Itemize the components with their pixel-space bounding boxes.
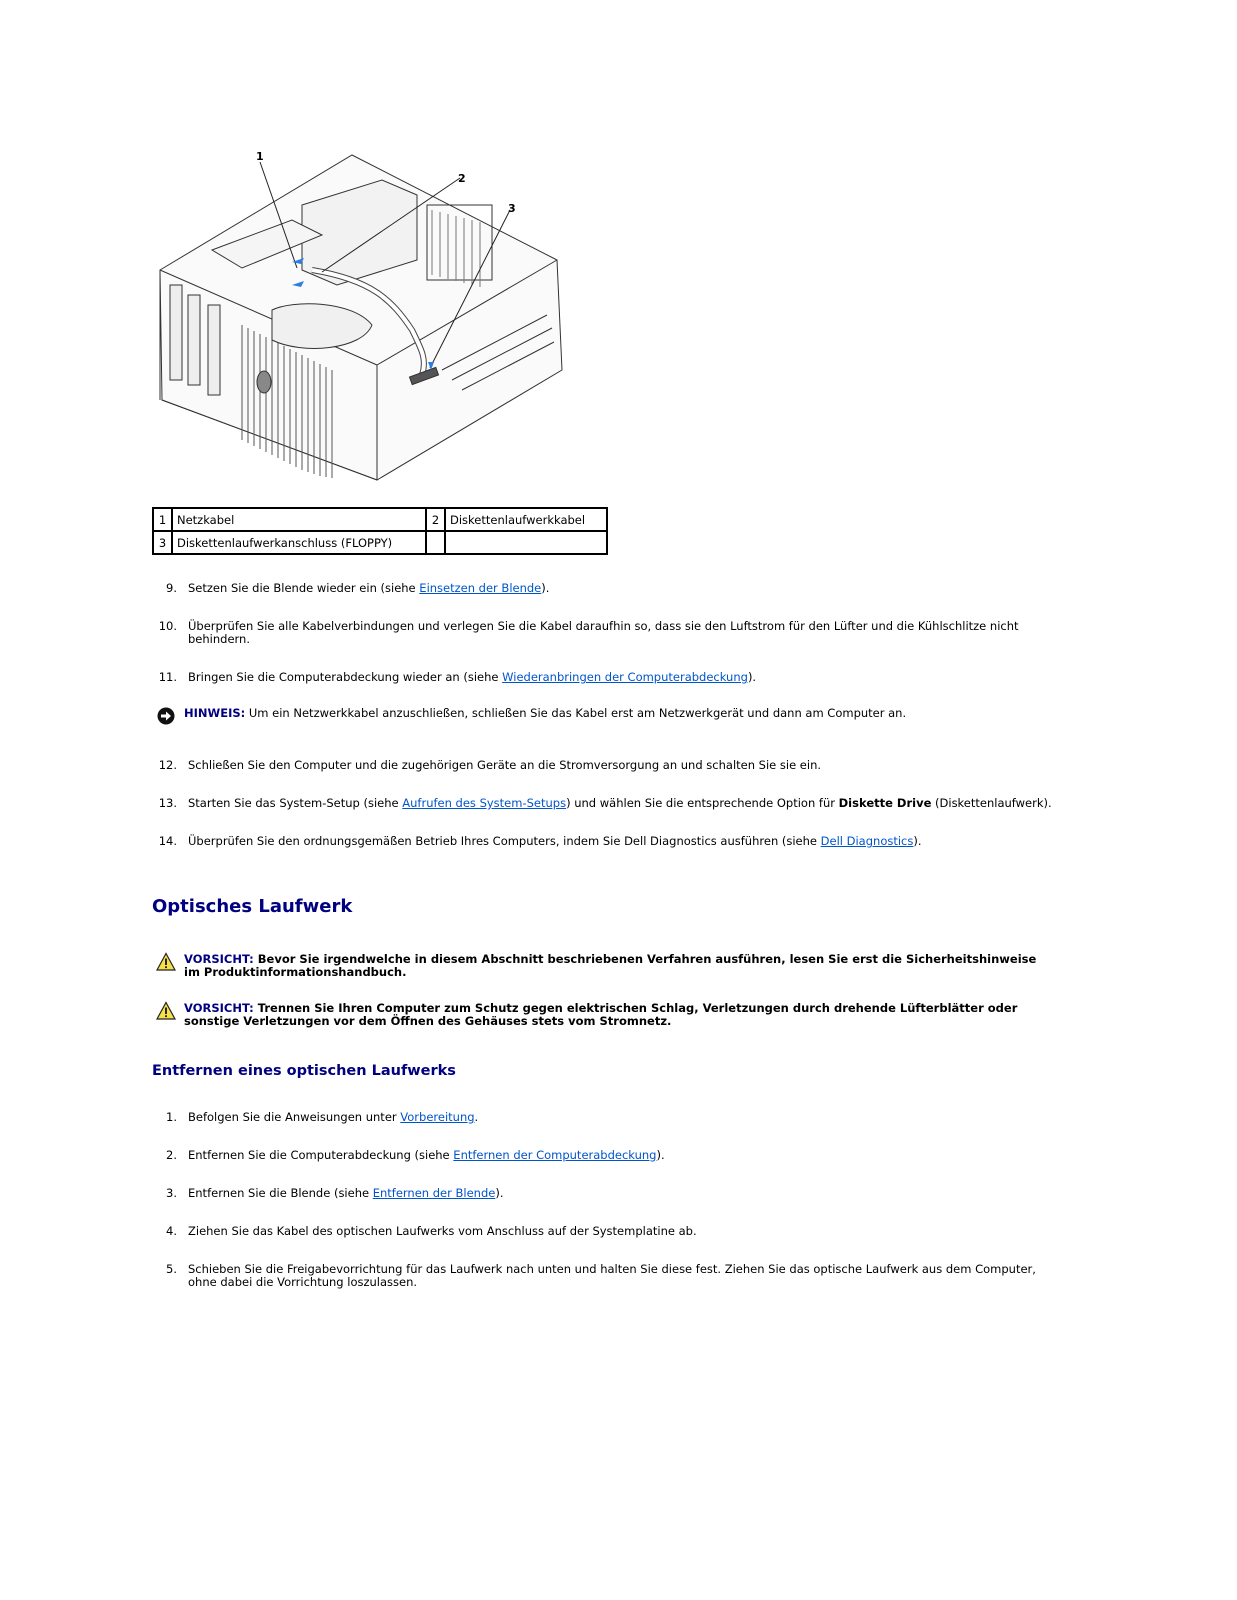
step-text-part: Entfernen Sie die Computerabdeckung (siehe <box>188 1148 454 1162</box>
callout-legend-table <box>152 507 608 555</box>
step-text-part: (Diskettenlaufwerk). <box>931 796 1052 810</box>
link-entfernen-der-computerabdeckung[interactable]: Entfernen der Computerabdeckung <box>453 1148 657 1162</box>
option-name: Diskette Drive <box>838 796 932 810</box>
step-number: 13. <box>158 796 177 810</box>
caution-text <box>184 953 1054 979</box>
step-number: 12. <box>158 758 177 772</box>
link-entfernen-der-blende[interactable]: Entfernen der Blende <box>372 1186 496 1200</box>
step-text: Ziehen Sie das Kabel des optischen Laufwerks vom Anschluss auf der Systemplatine ab. <box>188 1224 697 1238</box>
callout-3: 3 <box>508 202 516 215</box>
legend-number: 3 <box>153 531 172 554</box>
callout-1: 1 <box>256 150 264 163</box>
step-text-part: ). <box>541 581 550 595</box>
legend-label: Diskettenlaufwerkkabel <box>445 508 607 531</box>
warning-triangle-icon <box>156 952 176 972</box>
step-number: 1. <box>166 1110 177 1124</box>
legend-label: Netzkabel <box>172 508 426 531</box>
step-text: Schieben Sie die Freigabevorrichtung für das Laufwerk nach unten und halten Sie diese fest. Ziehen Sie das optische Laufwerk aus dem Computer, ohne dabei die Vorrichtung loszulassen. <box>188 1262 1036 1289</box>
caution-text <box>184 1002 1054 1028</box>
step-text: Schließen Sie den Computer und die zugehörigen Geräte an die Stromversorgung an und schalten Sie sie ein. <box>188 758 822 772</box>
step-text-part: ). <box>913 834 922 848</box>
step-text <box>188 671 1068 684</box>
notice-text <box>184 707 1054 720</box>
table-row <box>153 508 607 531</box>
step-number: 9. <box>166 581 177 595</box>
step-text-part: Starten Sie das System-Setup (siehe <box>188 796 403 810</box>
warning-triangle-icon <box>156 1001 176 1021</box>
step-text: Überprüfen Sie alle Kabelverbindungen und verlegen Sie die Kabel daraufhin so, dass sie den Luftstrom für den Lüfter und die Kühlschlitze nicht behindern. <box>188 619 1019 646</box>
step-number: 5. <box>166 1262 177 1276</box>
step-text <box>188 582 1068 595</box>
link-vorbereitung[interactable]: Vorbereitung <box>400 1110 475 1124</box>
link-aufrufen-des-system-setups[interactable]: Aufrufen des System-Setups <box>402 796 567 810</box>
step-number: 2. <box>166 1148 177 1162</box>
legend-label <box>445 531 607 554</box>
step-text <box>188 1187 1068 1200</box>
step-text-part: Überprüfen Sie den ordnungsgemäßen Betrieb Ihres Computers, indem Sie Dell Diagnostics ausführen (siehe <box>188 834 821 848</box>
step-number: 14. <box>158 834 177 848</box>
step-text-part: . <box>474 1110 479 1124</box>
legend-number: 1 <box>153 508 172 531</box>
section-title: Optisches Laufwerk <box>152 896 353 917</box>
notice-arrow-icon <box>156 706 176 726</box>
step-number: 11. <box>158 670 177 684</box>
caution-lead: VORSICHT: <box>184 952 254 966</box>
step-text <box>188 1111 1068 1124</box>
step-text-part: Bringen Sie die Computerabdeckung wieder an (siehe <box>188 670 503 684</box>
legend-number <box>426 531 445 554</box>
link-einsetzen-der-blende[interactable]: Einsetzen der Blende <box>419 581 542 595</box>
step-number: 10. <box>158 619 177 633</box>
caution-lead: VORSICHT: <box>184 1001 254 1015</box>
step-text <box>188 835 1068 848</box>
link-wiederanbringen-der-computerabdeckung[interactable]: Wiederanbringen der Computerabdeckung <box>502 670 748 684</box>
step-text <box>188 797 1068 810</box>
notice-body: Um ein Netzwerkkabel anzuschließen, schließen Sie das Kabel erst am Netzwerkgerät und dann am Computer an. <box>245 706 907 720</box>
legend-label: Diskettenlaufwerkanschluss (FLOPPY) <box>172 531 426 554</box>
step-text-part: ). <box>495 1186 504 1200</box>
step-text-part: ). <box>656 1148 665 1162</box>
table-row <box>153 531 607 554</box>
computer-chassis-drawing <box>152 150 572 485</box>
caution-body: Trennen Sie Ihren Computer zum Schutz gegen elektrischen Schlag, Verletzungen durch drehende Lüfterblätter oder sonstige Verletzungen vor dem Öffnen des Gehäuses stets vom Stromnetz. <box>184 1001 1018 1028</box>
link-dell-diagnostics[interactable]: Dell Diagnostics <box>820 834 914 848</box>
step-text-part: ). <box>747 670 757 684</box>
step-number: 4. <box>166 1224 177 1238</box>
legend-number: 2 <box>426 508 445 531</box>
computer-interior-illustration <box>152 150 572 485</box>
subsection-title: Entfernen eines optischen Laufwerks <box>152 1063 456 1079</box>
step-text-part: ) und wählen Sie die entsprechende Option für <box>566 796 839 810</box>
step-text-part: Befolgen Sie die Anweisungen unter <box>188 1110 401 1124</box>
caution-body: Bevor Sie irgendwelche in diesem Abschnitt beschriebenen Verfahren ausführen, lesen Sie erst die Sicherheitshinweise im Produktinformationshandbuch. <box>184 952 1037 979</box>
callout-2: 2 <box>458 172 466 185</box>
step-text-part: Entfernen Sie die Blende (siehe <box>188 1186 373 1200</box>
step-text <box>188 1149 1068 1162</box>
step-number: 3. <box>166 1186 177 1200</box>
step-text-part: Setzen Sie die Blende wieder ein (siehe <box>188 581 420 595</box>
notice-lead: HINWEIS: <box>184 706 246 720</box>
